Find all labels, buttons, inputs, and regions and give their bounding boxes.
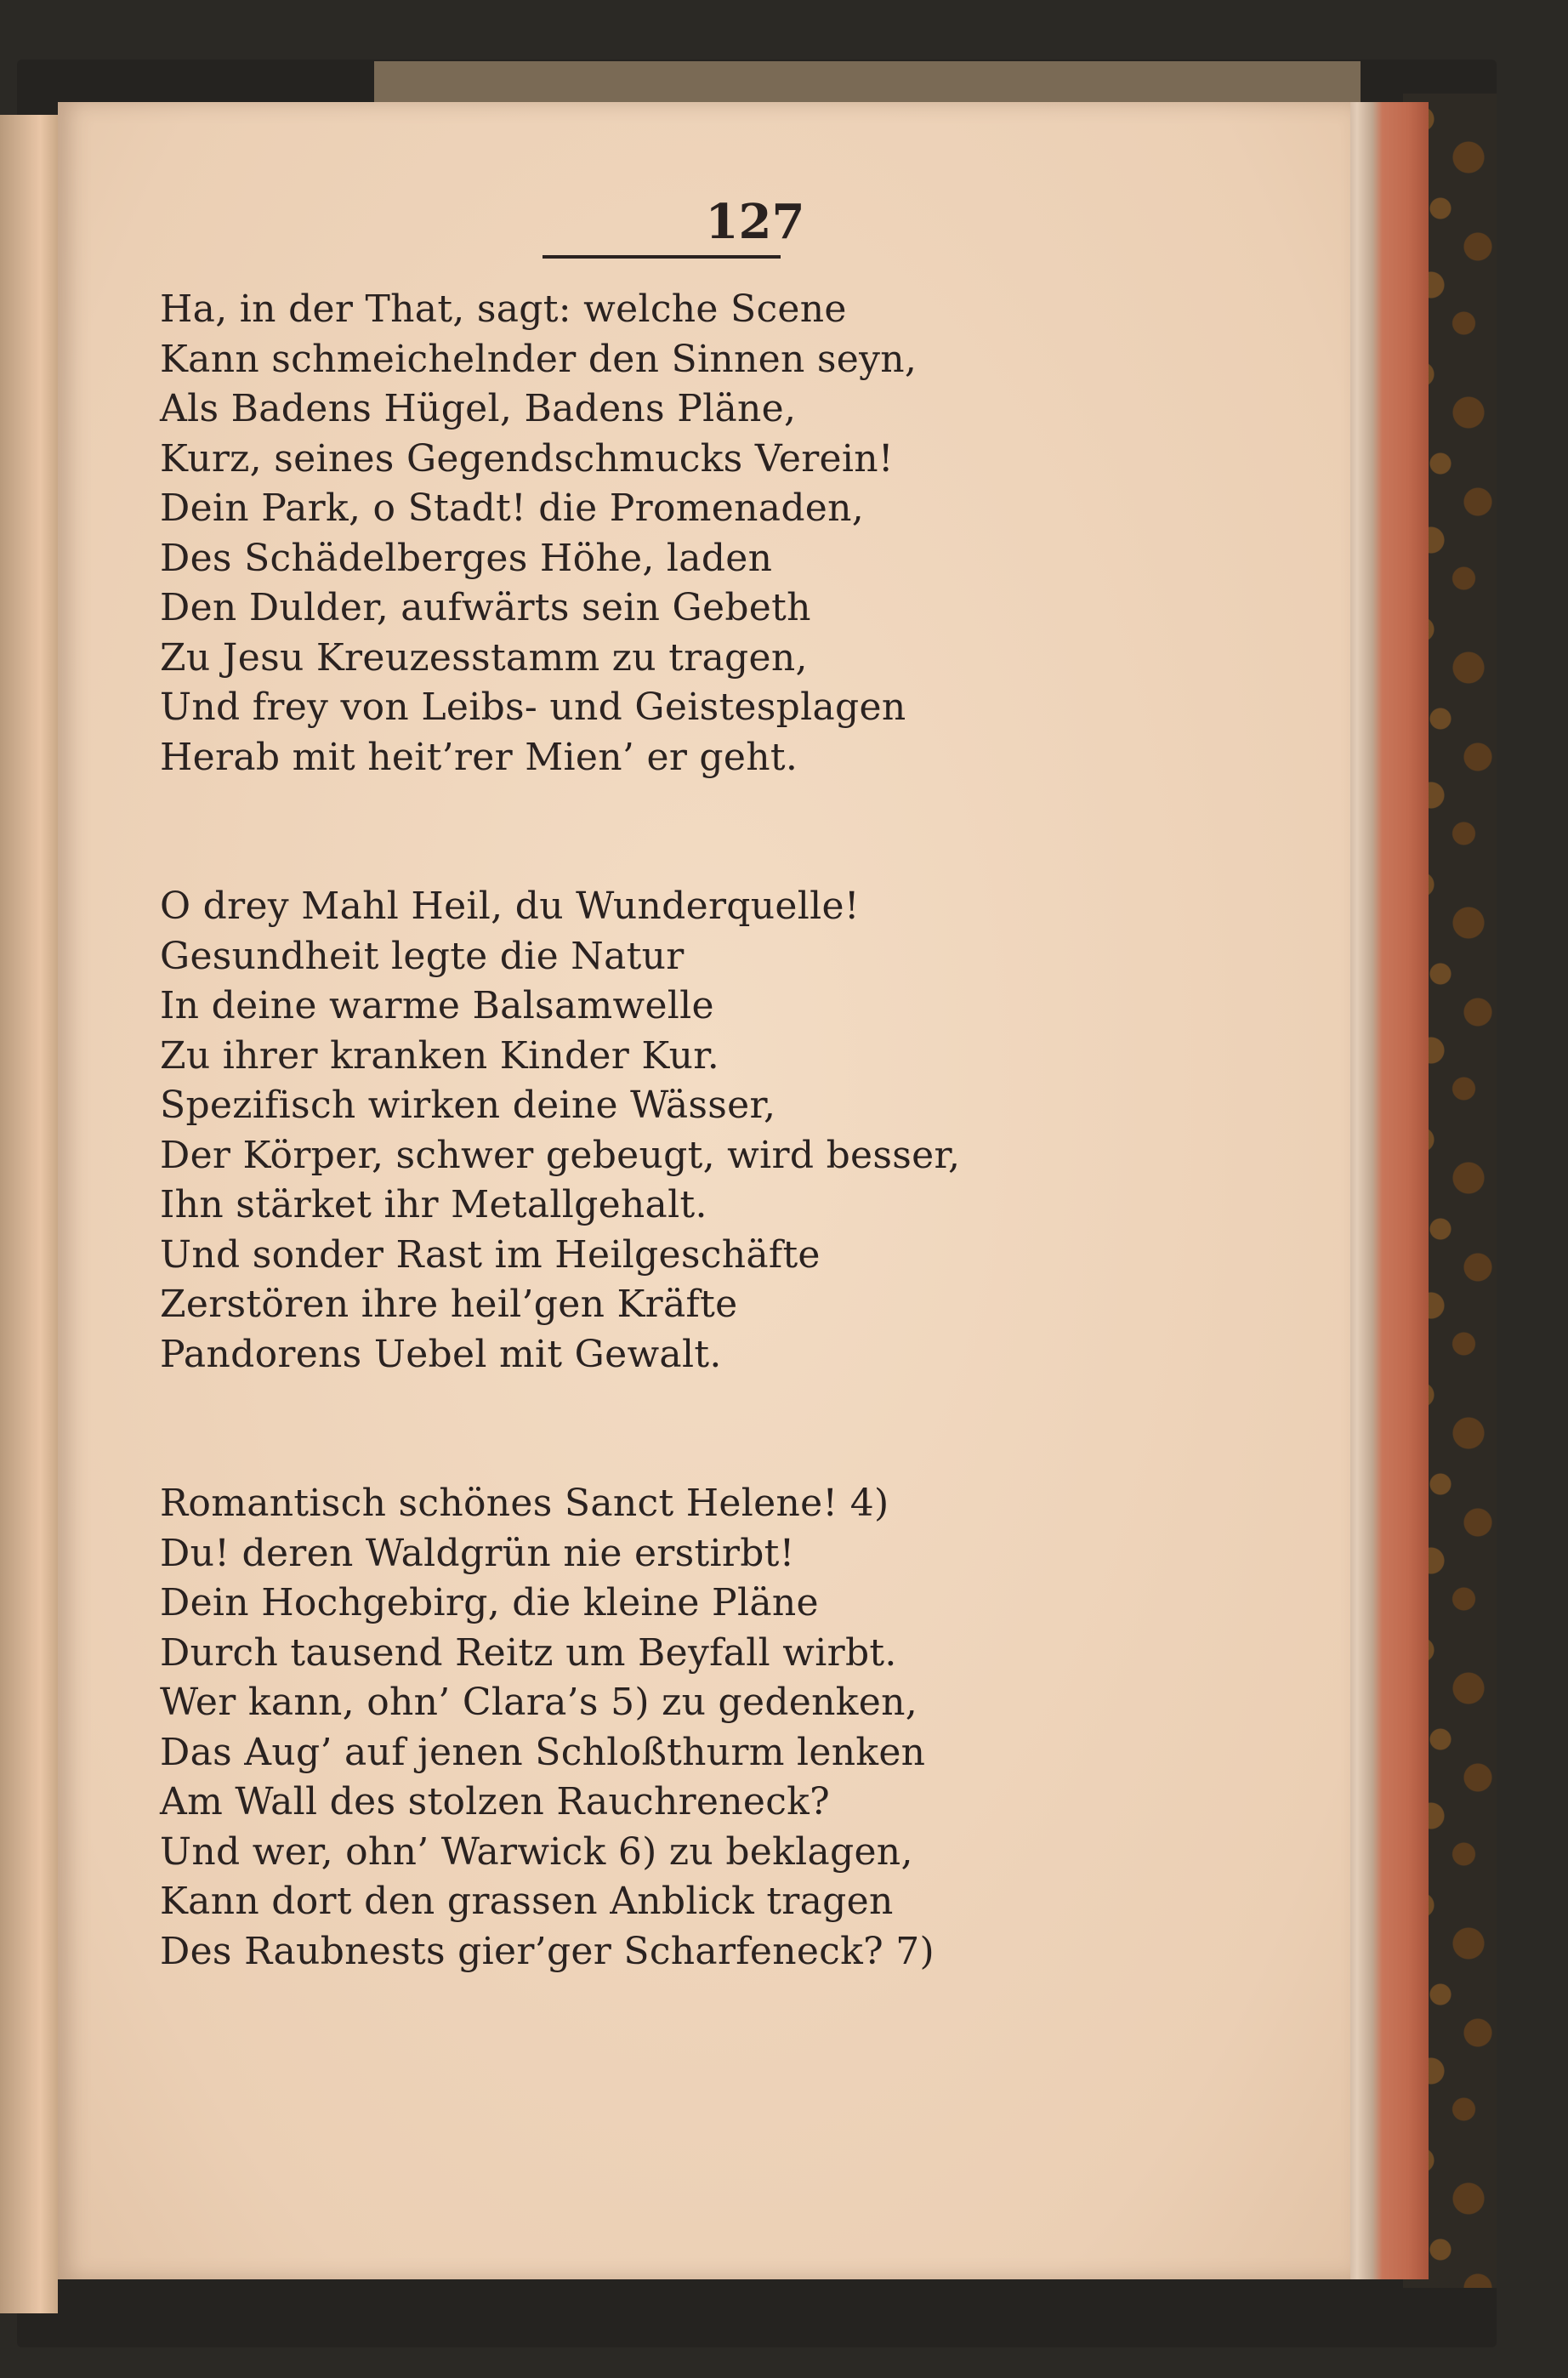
book-page <box>58 102 1350 2279</box>
verse-line: Spezifisch wirken deine Wässer, <box>160 1084 776 1127</box>
verse-line: O drey Mahl Heil, du Wunderquelle! <box>160 885 860 928</box>
poem-text <box>160 285 1027 1977</box>
page-top-strip <box>374 61 1361 104</box>
facing-page-edge <box>0 115 58 2313</box>
verse-line: Des Schädelberges Höhe, laden <box>160 536 773 580</box>
stanza-2 <box>160 882 1027 1380</box>
verse-line: Ha, in der That, sagt: welche Scene <box>160 287 847 331</box>
verse-line: Und frey von Leibs- und Geistesplagen <box>160 686 906 729</box>
stanza-3 <box>160 1479 1027 1977</box>
page-number: 127 <box>705 194 805 250</box>
verse-line: In deine warme Balsamwelle <box>160 984 714 1027</box>
verse-line: Das Aug’ auf jenen Schloßthurm lenken <box>160 1730 926 1774</box>
verse-line: Dein Park, o Stadt! die Promenaden, <box>160 486 865 530</box>
verse-line: Romantisch schönes Sanct Helene! 4) <box>160 1482 889 1525</box>
stanza-1 <box>160 285 1027 782</box>
verse-line: Durch tausend Reitz um Beyfall wirbt. <box>160 1630 897 1675</box>
verse-line: Am Wall des stolzen Rauchreneck? <box>160 1780 831 1823</box>
verse-line: Dein Hochgebirg, die kleine Pläne <box>160 1581 819 1624</box>
verse-line: Und sonder Rast im Heilgeschäfte <box>160 1232 821 1277</box>
verse-line: Kann dort den grassen Anblick tragen <box>160 1880 894 1923</box>
verse-line: Zerstören ihre heil’gen Kräfte <box>160 1283 738 1326</box>
verse-line: Zu Jesu Kreuzesstamm zu tragen, <box>160 635 808 680</box>
verse-line: Den Dulder, aufwärts sein Gebeth <box>160 586 811 629</box>
verse-line: Als Badens Hügel, Badens Pläne, <box>160 387 797 430</box>
verse-line: Kann schmeichelnder den Sinnen seyn, <box>160 337 918 381</box>
verse-line: Kurz, seines Gegendschmucks Verein! <box>160 436 894 481</box>
verse-line: Ihn stärket ihr Metallgehalt. <box>160 1183 707 1226</box>
verse-line: Der Körper, schwer gebeugt, wird besser, <box>160 1133 961 1177</box>
verse-line: Wer kann, ohn’ Clara’s 5) zu gedenken, <box>160 1681 918 1724</box>
verse-line: Zu ihrer kranken Kinder Kur. <box>160 1033 720 1078</box>
verse-line: Gesundheit legte die Natur <box>160 934 685 978</box>
page-number-rule <box>543 255 781 259</box>
verse-line: Herab mit heit’rer Mien’ er geht. <box>160 735 798 779</box>
verse-line: Pandorens Uebel mit Gewalt. <box>160 1332 722 1376</box>
verse-line: Und wer, ohn’ Warwick 6) zu beklagen, <box>160 1829 913 1874</box>
verse-line: Des Raubnests gier’ger Scharfeneck? 7) <box>160 1929 935 1973</box>
verse-line: Du! deren Waldgrün nie erstirbt! <box>160 1531 795 1575</box>
